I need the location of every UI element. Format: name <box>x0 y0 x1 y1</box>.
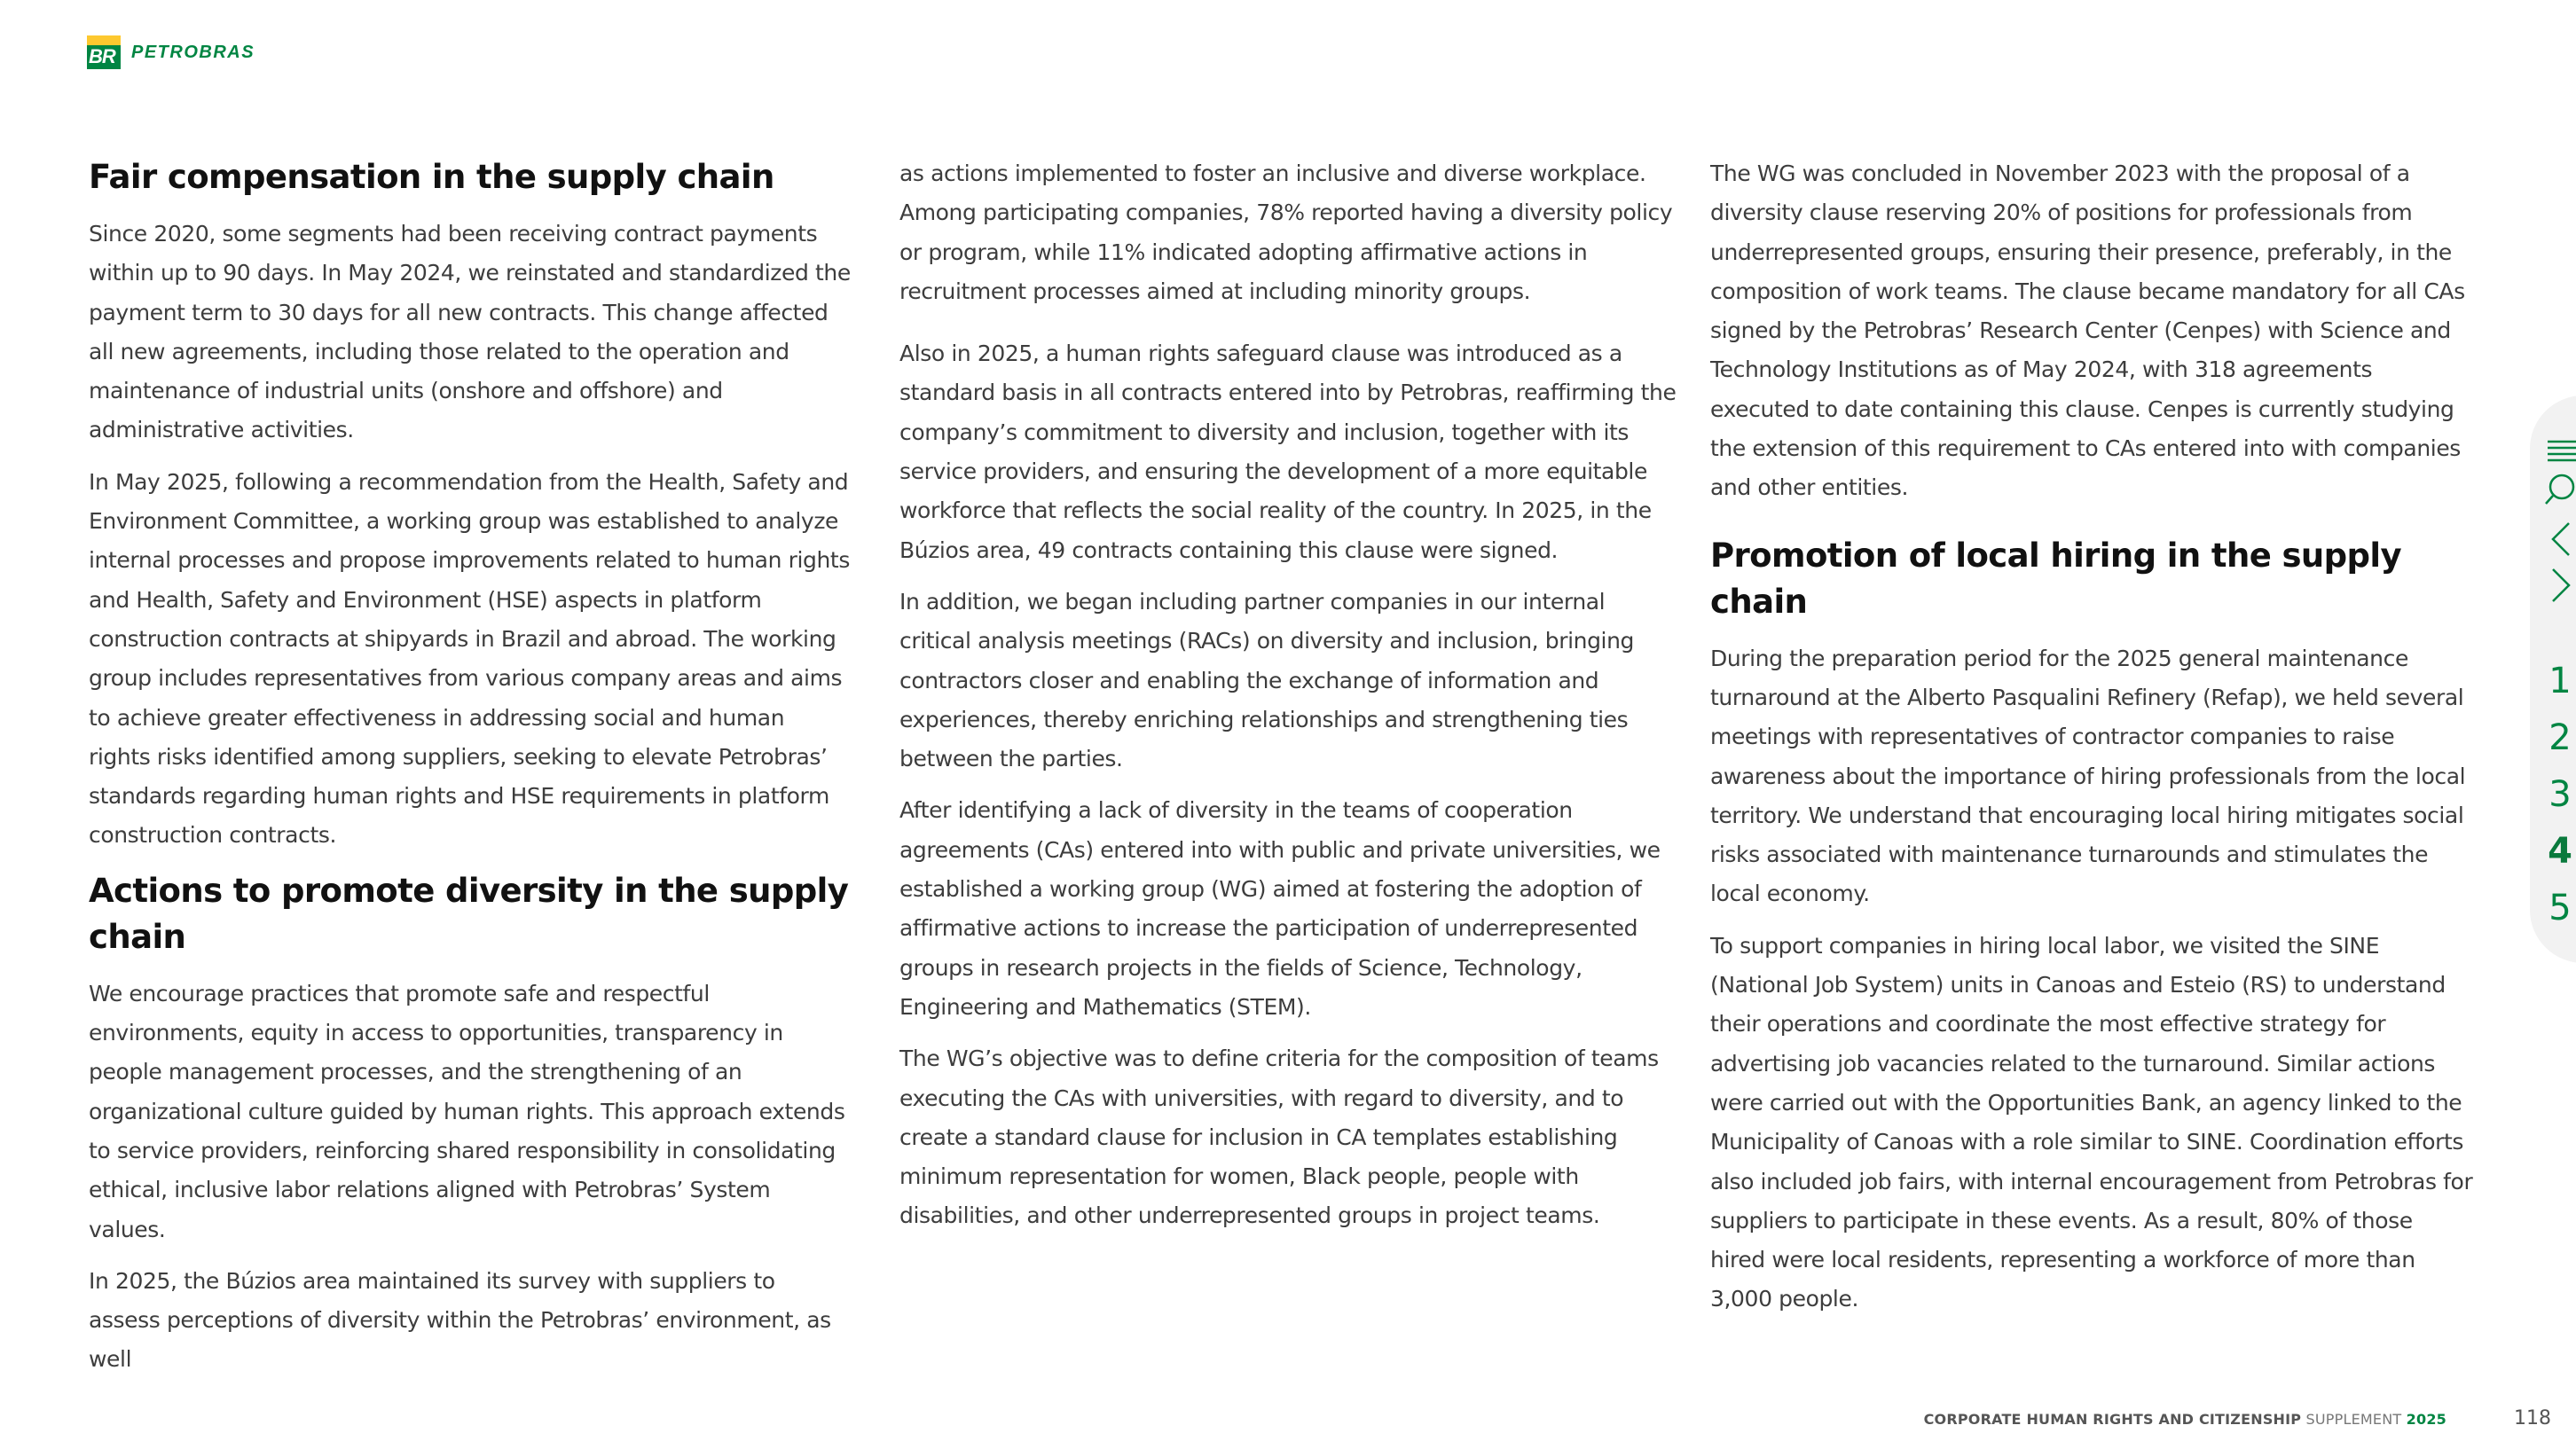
paragraph: We encourage practices that promote safe and respectful environments, equity in access to opportunities, transparency in people management processes, and the strengthening of an organizational culture guided by human rights. This approach extends to service providers, reinforcing shared responsibility in consolidating ethical, inclusive labor relations aligned with Petrobras’ System values. <box>89 980 845 1242</box>
paragraph: as actions implemented to foster an inclusive and diverse workplace. Among participating companies, 78% reported having a diversity policy or program, while 11% indicated adopting affirmative actions in recruitment processes aimed at including minority groups. <box>899 161 1673 304</box>
heading-fair-compensation: Fair compensation in the supply chain <box>89 158 774 196</box>
chevron-right-icon[interactable] <box>2542 568 2576 603</box>
footer-title-light: SUPPLEMENT <box>2305 1411 2402 1428</box>
paragraph: In 2025, the Búzios area maintained its survey with suppliers to assess perceptions of diversity within the Petrobras’ environment, as well <box>89 1267 831 1373</box>
chapter-4-link-active[interactable]: 4 <box>2548 831 2572 872</box>
heading-diversity-actions: Actions to promote diversity in the supply chain <box>89 871 849 956</box>
search-icon[interactable] <box>2542 472 2576 507</box>
chapter-1-link[interactable]: 1 <box>2549 661 2572 701</box>
chapter-3-link[interactable]: 3 <box>2549 774 2572 815</box>
column-2 <box>899 154 1680 1249</box>
footer-title <box>1924 1410 2446 1429</box>
paragraph: In addition, we began including partner companies in our internal critical analysis meetings (RACs) on diversity and inclusion, bringing contractors closer and enabling the exchange of information and experiences, thereby enriching relationships and strengthening ties between the parties. <box>899 588 1634 772</box>
paragraph: After identifying a lack of diversity in the teams of cooperation agreements (CAs) entered into with public and private universities, we established a working group (WG) aimed at fostering the adoption of affirmative actions to increase the participation of underrepresented groups in research projects in the fields of Science, Technology, Engineering and Mathematics (STEM). <box>899 797 1661 1020</box>
column-3 <box>1710 154 2473 1332</box>
paragraph: The WG’s objective was to define criteria for the composition of teams executing the CAs with universities, with regard to diversity, and to create a standard clause for inclusion in CA templates establishing minimum representation for women, Black people, people with disabilities, and other underrepresented groups in project teams. <box>899 1046 1659 1229</box>
petrobras-logo <box>87 35 255 69</box>
footer-year: 2025 <box>2406 1411 2446 1428</box>
paragraph: To support companies in hiring local labor, we visited the SINE (National Job System) units in Canoas and Esteio (RS) to understand their operations and coordinate the most effective strategy for advertising job vacancies related to the turnaround. Similar actions were carried out with the Opportunities Bank, an agency linked to the Municipality of Canoas with a role similar to SINE. Coordination efforts also included job fairs, with internal encouragement from Petrobras for suppliers to participate in these events. As a result, 80% of those hired were local residents, representing a workforce of more than 3,000 people. <box>1710 932 2473 1312</box>
heading-local-hiring: Promotion of local hiring in the supply chain <box>1710 536 2402 621</box>
brand-name: PETROBRAS <box>131 42 255 62</box>
paragraph: In May 2025, following a recommendation from the Health, Safety and Environment Committee, a working group was established to analyze internal processes and propose improvements related to human rights and Health, Safety and Environment (HSE) aspects in platform construction contracts at shipyards in Brazil and abroad. The working group includes representatives from various company areas and aims to achieve greater effectiveness in addressing social and human rights risks identified among suppliers, seeking to elevate Petrobras’ standards regarding human rights and HSE requirements in platform construction contracts. <box>89 468 850 849</box>
logo-mark: BR <box>89 45 115 67</box>
footer-title-bold: CORPORATE HUMAN RIGHTS AND CITIZENSHIP <box>1923 1411 2302 1428</box>
chapter-5-link[interactable]: 5 <box>2549 888 2572 928</box>
paragraph: During the preparation period for the 2025 general maintenance turnaround at the Alberto Pasqualini Refinery (Refap), we held several meetings with representatives of contractor companies to raise awareness about the importance of hiring professionals from the local territory. We understand that encouraging local hiring mitigates social risks associated with maintenance turnarounds and stimulates the local economy. <box>1710 645 2466 907</box>
column-1 <box>89 153 852 1392</box>
chapter-2-link[interactable]: 2 <box>2549 717 2572 758</box>
chevron-left-icon[interactable] <box>2542 521 2576 557</box>
paragraph: Also in 2025, a human rights safeguard clause was introduced as a standard basis in all contracts entered into by Petrobras, reaffirming the company’s commitment to diversity and inclusion, together with its service providers, and ensuring the development of a more equitable workforce that reflects the social reality of the country. In 2025, in the Búzios area, 49 contracts containing this clause were signed. <box>899 341 1677 563</box>
br-logo-icon <box>87 35 121 69</box>
paragraph: Since 2020, some segments had been receiving contract payments within up to 90 days. In May 2024, we reinstated and standardized the payment term to 30 days for all new contracts. This change affected all new agreements, including those related to the operation and maintenance of industrial units (onshore and offshore) and administrative activities. <box>89 221 851 443</box>
paragraph: The WG was concluded in November 2023 with the proposal of a diversity clause reserving 20% of positions for professionals from underrepresented groups, ensuring their presence, preferably, in the composition of work teams. The clause became mandatory for all CAs signed by the Petrobras’ Research Center (Cenpes) with Science and Technology Institutions as of May 2024, with 318 agreements executed to date containing this clause. Cenpes is currently studying the extension of this requirement to CAs entered into with companies and other entities. <box>1710 161 2465 501</box>
page-number: 118 <box>2514 1407 2551 1429</box>
menu-icon[interactable] <box>2542 438 2576 463</box>
